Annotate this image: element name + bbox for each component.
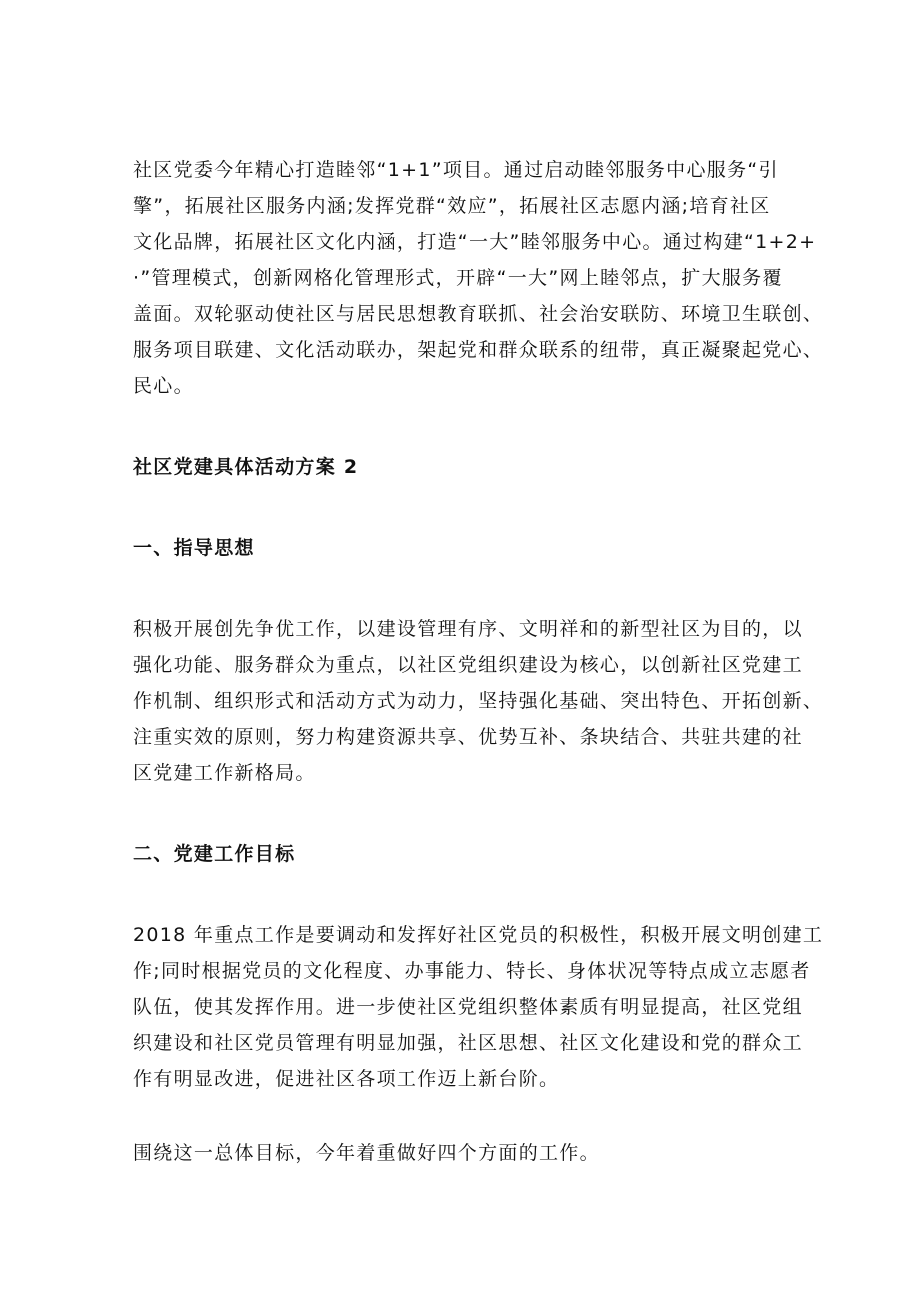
document-body [133,152,824,1171]
spacer [133,566,813,611]
spacer [133,872,813,917]
text-line: 区党建工作新格局。 [133,762,316,784]
section-heading-guiding-ideology: 一、指导思想 [133,537,255,559]
text-line: ·”管理模式，创新网格化管理形式，开辟“一大”网上睦邻点，扩大服务覆 [133,267,783,289]
spacer [133,404,813,449]
text-line: 围绕这一总体目标，今年着重做好四个方面的工作。 [133,1142,600,1164]
text-line: 作机制、组织形式和活动方式为动力，坚持强化基础、突出特色、开拓创新、 [133,690,824,712]
document-title: 社区党建具体活动方案 2 [133,456,359,478]
paragraph-overall-goal [133,1135,813,1171]
text-line: 作有明显改进，促进社区各项工作迈上新台阶。 [133,1068,560,1090]
paragraph-intro [133,152,824,404]
spacer [133,1097,813,1135]
spacer [133,485,813,530]
paragraph-party-goals [133,917,824,1097]
spacer [133,791,813,836]
text-line: 积极开展创先争优工作，以建设管理有序、文明祥和的新型社区为目的，以 [133,618,803,640]
text-line: 强化功能、服务群众为重点，以社区党组织建设为核心，以创新社区党建工 [133,654,803,676]
text-line: 擎”，拓展社区服务内涵;发挥党群“效应”，拓展社区志愿内涵;培育社区 [133,195,771,217]
text-line: 队伍，使其发挥作用。进一步使社区党组织整体素质有明显提高，社区党组 [133,996,803,1018]
text-line: 服务项目联建、文化活动联办，架起党和群众联系的纽带，真正凝聚起党心、 [133,339,824,361]
section-heading-party-goals: 二、党建工作目标 [133,843,296,865]
text-line: 盖面。双轮驱动使社区与居民思想教育联抓、社会治安联防、环境卫生联创、 [133,303,824,325]
text-line: 2018 年重点工作是要调动和发挥好社区党员的积极性，积极开展文明创建工 [133,924,824,946]
text-line: 文化品牌，拓展社区文化内涵，打造“一大”睦邻服务中心。通过构建“1+2+ [133,231,817,253]
text-line: 作;同时根据党员的文化程度、办事能力、特长、身体状况等特点成立志愿者 [133,960,811,982]
text-line: 织建设和社区党员管理有明显加强，社区思想、社区文化建设和党的群众工 [133,1032,803,1054]
text-line: 民心。 [133,375,194,397]
paragraph-guiding-ideology [133,611,824,791]
text-line: 注重实效的原则，努力构建资源共享、优势互补、条块结合、共驻共建的社 [133,726,803,748]
text-line: 社区党委今年精心打造睦邻“1+1”项目。通过启动睦邻服务中心服务“引 [133,159,779,181]
